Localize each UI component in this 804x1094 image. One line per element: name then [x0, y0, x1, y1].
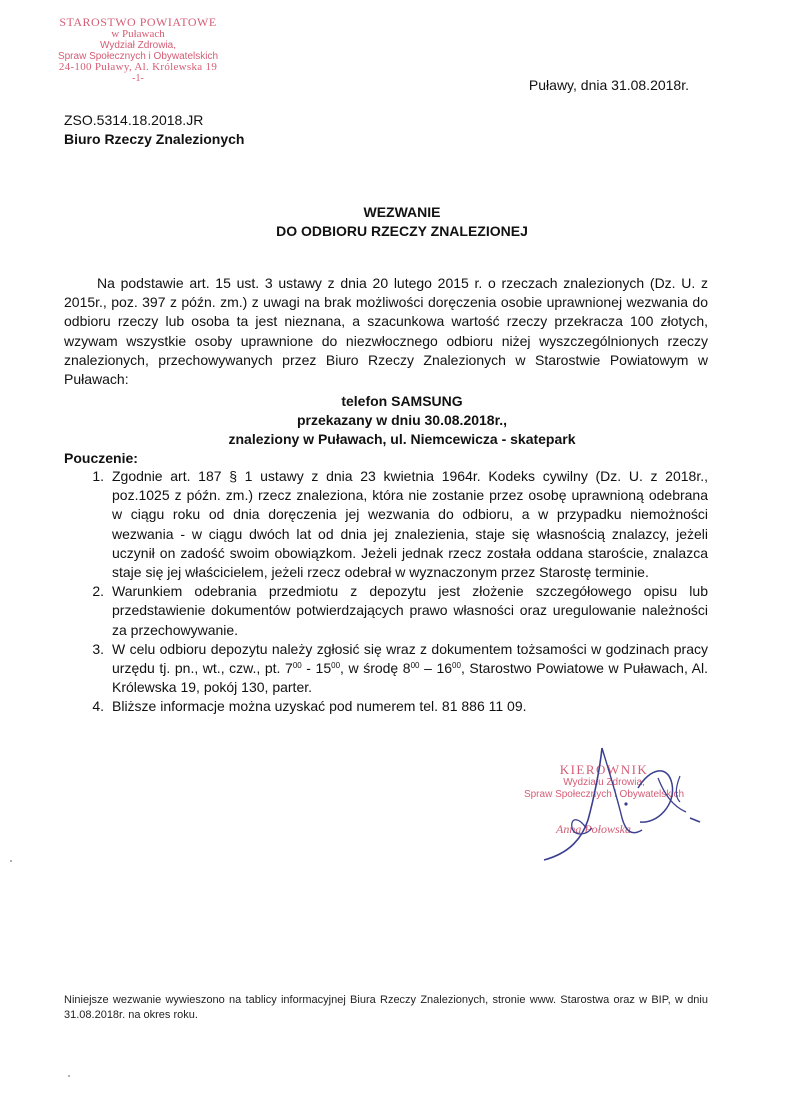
footer-note: Niniejsze wezwanie wywieszono na tablicy informacyjnej Biura Rzeczy Znalezionych, stronie www. Starostwa oraz w BIP, w dniu 31.08.2018r. na okres roku.	[64, 994, 708, 1021]
list-item	[64, 640, 708, 698]
scan-speck	[10, 860, 12, 862]
stamp-line-1: STAROSTWO POWIATOWE	[59, 15, 217, 29]
stamp-line-4: Spraw Społecznych i Obywatelskich	[57, 51, 219, 62]
stamp-department: Wydziału Zdrowia,	[563, 777, 645, 788]
list-item	[64, 467, 708, 582]
hours-text-e: , Starostwo Powiatowe w Puławach, Al. Królewska 19, pokój 130, parter.	[112, 660, 708, 696]
list-item-text: Warunkiem odebrania przedmiotu z depozytu jest złożenie szczegółowego opisu lub przedstawienie dokumentów potwierdzających prawo własności oraz uregulowanie należności za przechowywanie.	[112, 583, 708, 638]
office-header-stamp	[40, 16, 236, 84]
list-item	[64, 582, 708, 640]
reference-block	[64, 111, 244, 149]
list-item-number: 2.	[92, 583, 104, 600]
found-item-line-2: przekazany w dniu 30.08.2018r.,	[296, 412, 508, 428]
found-item	[0, 392, 804, 449]
scan-speck	[68, 1075, 70, 1077]
instructions-heading: Pouczenie:	[64, 450, 138, 466]
hours-text-b: - 15	[301, 660, 332, 677]
hours-text-c: , w środę 8	[340, 660, 411, 677]
list-item	[64, 697, 708, 716]
list-item-number: 1.	[92, 468, 104, 484]
hours-text-d: – 16	[419, 660, 453, 677]
body-paragraph	[64, 274, 708, 389]
stamp-line-6: -1-	[132, 73, 144, 84]
signatory-name: Anna Połowska	[556, 822, 631, 836]
handwritten-signature	[530, 738, 730, 868]
instructions-list	[64, 467, 708, 717]
hours-sup-2: 00	[331, 661, 341, 671]
hours-text-a: W celu odbioru depozytu należy zgłosić się wraz z dokumentem tożsamości w godzinach pracy urzędu tj. pn., wt., czw., pt. 7	[112, 640, 708, 677]
found-item-line-3: znaleziony w Puławach, ul. Niemcewicza - skatepark	[228, 431, 576, 447]
place-date: Puławy, dnia 31.08.2018r.	[528, 77, 689, 93]
stamp-line-5: 24-100 Puławy, Al. Królewska 19	[58, 61, 218, 73]
stamp-line-2: w Puławach	[111, 28, 165, 40]
office-name: Biuro Rzeczy Znalezionych	[64, 131, 245, 147]
title-line-1: WEZWANIE	[363, 204, 441, 220]
hours-sup-4: 00	[452, 661, 461, 671]
list-item-text	[112, 640, 708, 698]
hours-sup-1: 00	[292, 661, 302, 671]
body-text: Na podstawie art. 15 ust. 3 ustawy z dnia 20 lutego 2015 r. o rzeczach znalezionych (Dz. U. z 2015r., poz. 397 z późn. zm.) z uwagi na brak możliwości doręczenia osobie uprawnionej wezwania do odbioru rzeczy lub osoba ta jest nieznana, a szacunkowa wartość rzeczy przekracza 100 złotych, wzywam wszystkie osoby uprawnione do niezwłocznego odbioru niżej wyszczególnionych rzeczy znalezionych, przechowywanych przez Biuro Rzeczy Znalezionych w Starostwie Powiatowym w Puławach:	[64, 275, 708, 388]
stamp-department-2: Spraw Społecznych i Obywatelskich	[523, 789, 685, 800]
list-item-number: 4.	[92, 698, 104, 715]
list-item-text: Zgodnie art. 187 § 1 ustawy z dnia 23 kwietnia 1964r. Kodeks cywilny (Dz. U. z 2018r., poz.1025 z późn. zm.) rzecz znaleziona, która nie zostanie przez osobę uprawnioną odebrana w ciągu roku od dnia doręczenia jej wezwania do odbioru, a w przypadku niemożności wezwania - w ciągu dwóch lat od dnia jej znalezienia, staje się własnością znalazcy, jeżeli uczynił on zadość swoim obowiązkom. Jeżeli jednak rzecz została oddana staroście, znalazca staje się jej właścicielem, jeżeli rzecz odebrał w wyznaczonym przez Starostę terminie.	[112, 468, 708, 581]
reference-number: ZSO.5314.18.2018.JR	[64, 112, 204, 128]
found-item-line-1: telefon SAMSUNG	[341, 393, 463, 409]
title-line-2: DO ODBIORU RZECZY ZNALEZIONEJ	[276, 223, 528, 239]
stamp-line-3: Wydział Zdrowia,	[99, 40, 177, 51]
document-title	[0, 203, 804, 241]
list-item-text: Bliższe informacje można uzyskać pod numerem tel. 81 886 11 09.	[112, 698, 527, 715]
list-item-number: 3.	[92, 640, 104, 657]
stamp-title: KIEROWNIK	[559, 762, 649, 777]
hours-sup-3: 00	[410, 661, 420, 671]
